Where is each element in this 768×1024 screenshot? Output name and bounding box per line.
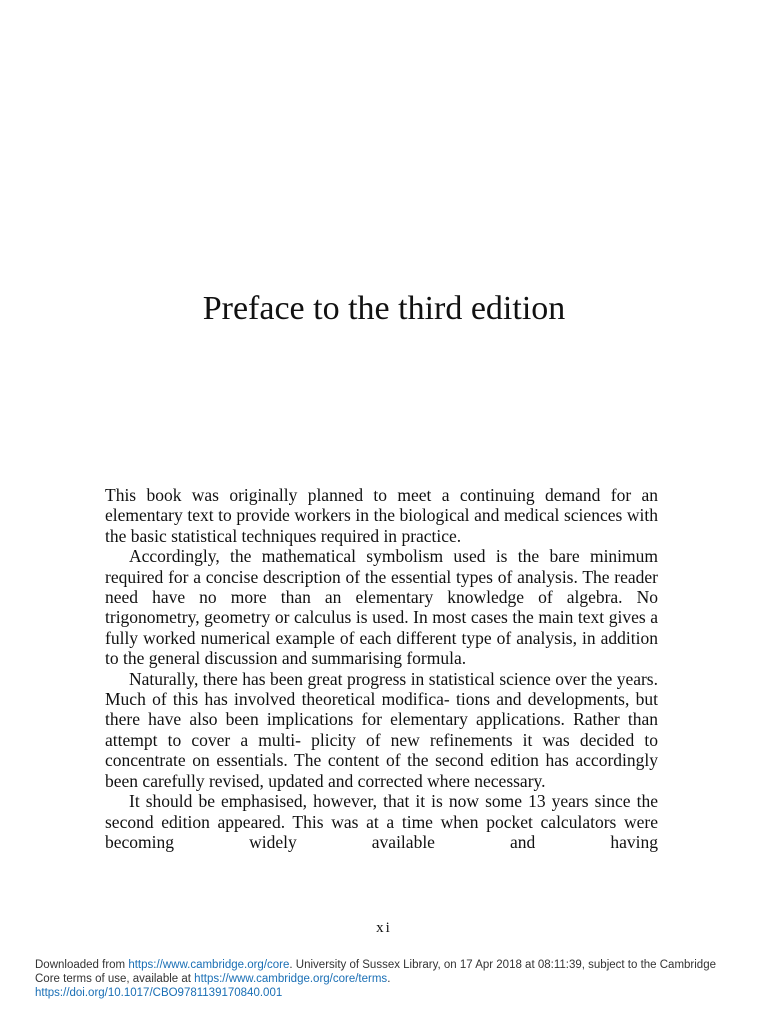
paragraph-line: pocket calculators were becoming widely available and having [105, 811, 659, 852]
paragraph-line: over the years. Much of this has involved theoretical modifica- [105, 668, 658, 710]
paragraph-line: carefully revised, updated and corrected where necessary. [142, 770, 546, 791]
doi-link[interactable]: https://doi.org/10.1017/CBO9781139170840.001 [35, 987, 283, 999]
paragraph-line: general discussion and summarising formula. [148, 648, 467, 669]
page-number: xi [376, 920, 392, 936]
paragraph-line: used. In most cases the main text gives a fully worked numerical [105, 607, 658, 648]
footer-prefix: Downloaded from [35, 959, 129, 971]
terms-link[interactable]: https://www.cambridge.org/core/terms [194, 973, 388, 985]
paragraph-3 [105, 669, 658, 791]
footer-suffix: . [387, 973, 391, 985]
preface-body [105, 485, 658, 852]
paragraph-line: tions and developments, but there have also been implications for [105, 689, 658, 730]
paragraph-line: elementary applications. Rather than attempt to cover a multi- [105, 709, 659, 750]
paragraph-4 [105, 791, 658, 852]
paragraph-line: Naturally, there has been great progress in statistical science [129, 668, 551, 689]
paragraph-line: plicity of new refinements it was decided to concentrate on [105, 729, 658, 771]
paragraph-line: knowledge of algebra. No trigonometry, geometry or calculus is [105, 587, 658, 628]
cambridge-core-link[interactable]: https://www.cambridge.org/core [128, 959, 290, 971]
page-title: Preface to the third edition [202, 290, 566, 327]
paragraph-line: practice. [401, 525, 462, 546]
paragraph-line: minimum required for a concise description of the essential types [105, 546, 659, 587]
paragraph-line: essentials. The content of the second edition has accordingly been [105, 750, 658, 791]
download-footer [35, 958, 735, 1000]
paragraph-line: Accordingly, the mathematical symbolism used is the bare [129, 546, 580, 567]
footer-middle: . University of Sussex Library, on 17 Apr 2018 at 08:11:39, subject to the Cambridge Core terms of use, available at [35, 959, 716, 985]
paragraph-line: since the second edition appeared. This was at a time when [105, 791, 658, 832]
paragraph-line: of analysis. The reader need have no more than an elementary [105, 566, 658, 608]
paragraph-line: It should be emphasised, however, that it is now some 13 years [129, 791, 589, 812]
paragraph-1 [105, 485, 658, 546]
paragraph-line: example of each different type of analysis, in addition to the [105, 627, 658, 669]
paragraph-line: for an elementary text to provide workers in the biological and [105, 485, 659, 526]
paragraph-line: medical sciences with the basic statistical techniques required in [105, 505, 658, 546]
paragraph-2 [105, 546, 658, 668]
paragraph-line: This book was originally planned to meet a continuing demand [105, 485, 601, 505]
